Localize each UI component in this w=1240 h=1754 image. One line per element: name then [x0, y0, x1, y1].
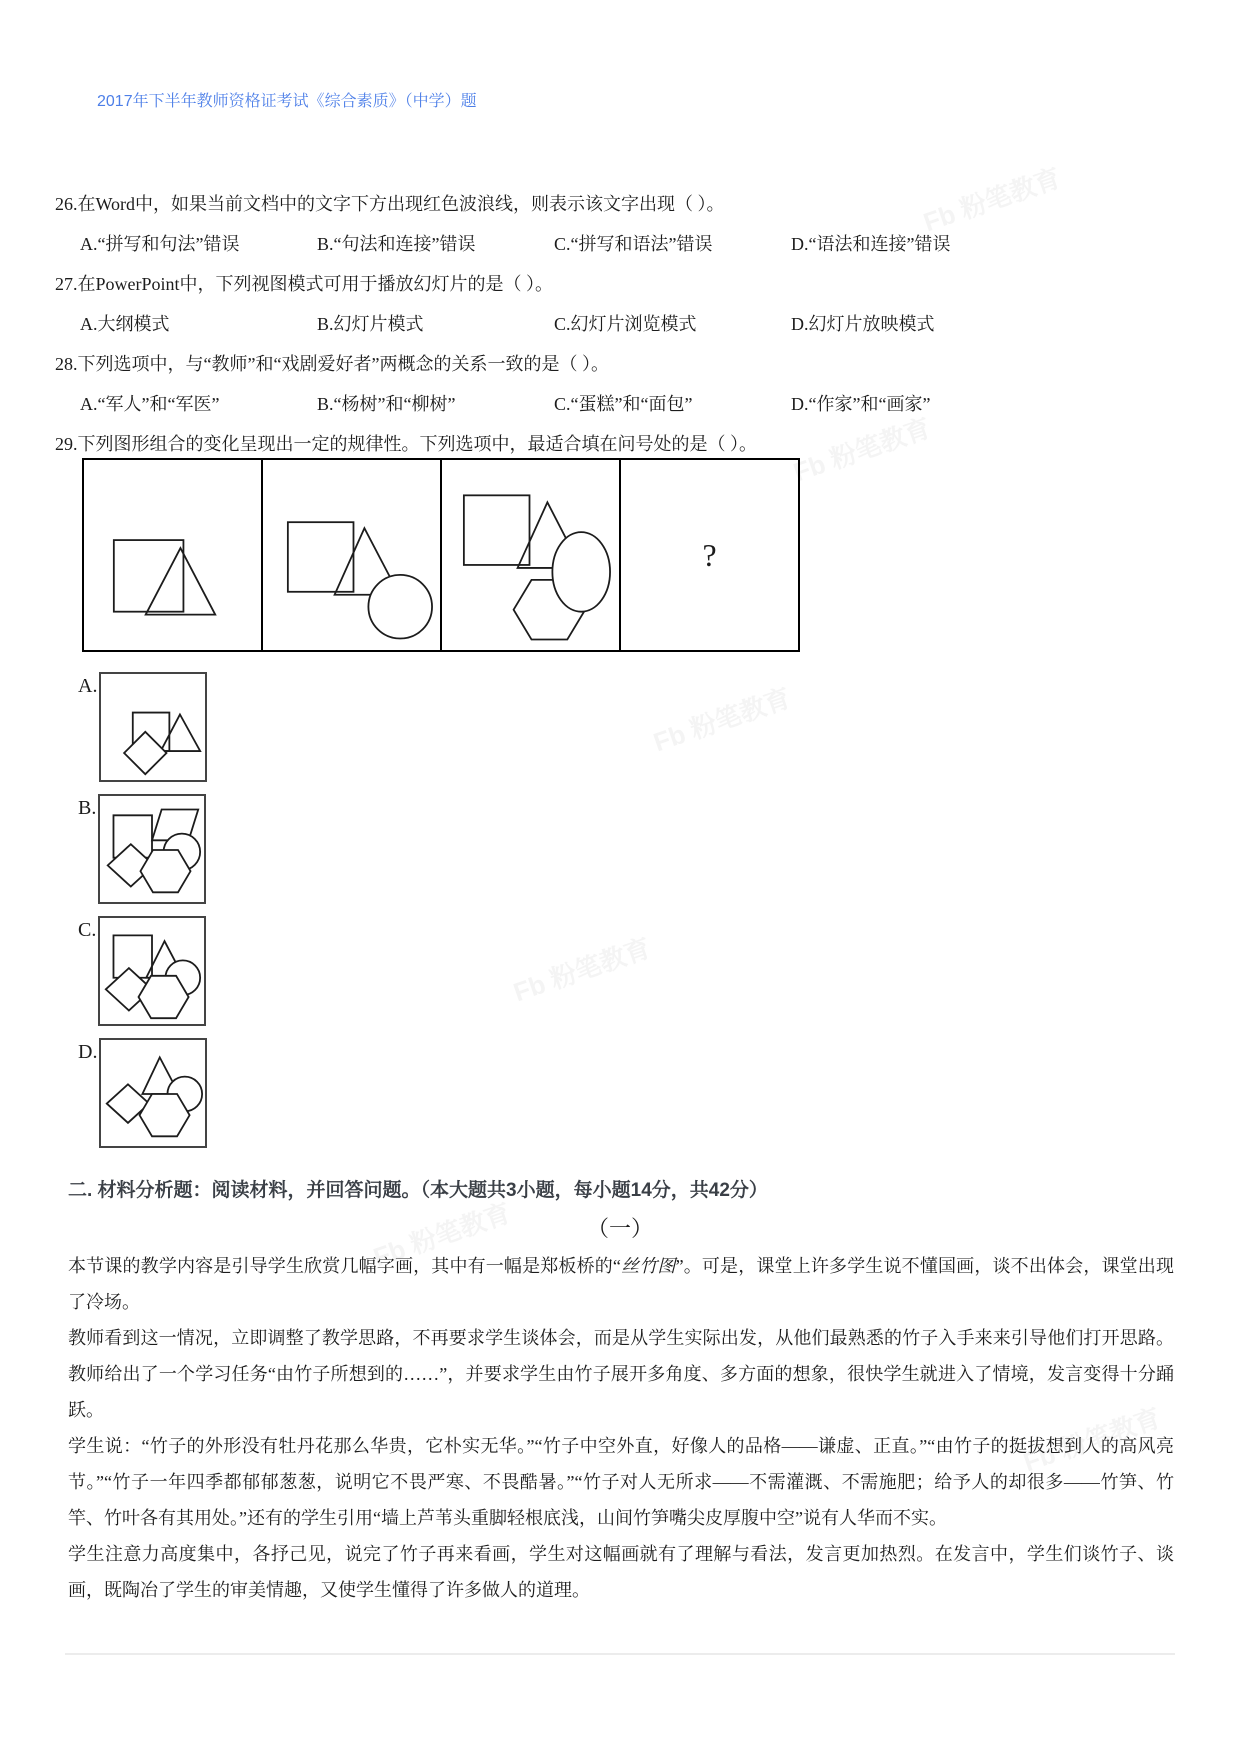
question-29-stem: 29.下列图形组合的变化呈现出一定的规律性。下列选项中，最适合填在问号处的是（ ）。	[55, 434, 757, 454]
option-b: B.“句法和连接”错误	[317, 234, 476, 254]
figure-panel-question	[621, 460, 798, 650]
triangle-shape	[161, 714, 200, 751]
image-option-a	[78, 672, 207, 782]
option-d: D.“语法和连接”错误	[791, 234, 951, 254]
option-a: A.“军人”和“军医”	[80, 394, 220, 414]
option-b-figure	[98, 794, 206, 904]
option-b: B.“杨树”和“柳树”	[317, 394, 456, 414]
watermark: Fb 粉笔教育	[919, 162, 1065, 238]
option-d: D.“作家”和“画家”	[791, 394, 931, 414]
figure-panel-1	[84, 460, 263, 650]
material-paragraph: 教师看到这一情况，立即调整了教学思路，不再要求学生谈体会，而是从学生实际出发，从他们最熟悉的竹子入手来来引导他们打开思路。教师给出了一个学习任务“由竹子所想到的……”，并要求学生由竹子展开多角度、多方面的想象，很快学生就进入了情境，发言变得十分踊跃。	[68, 1328, 1174, 1420]
option-c: C.“拼写和语法”错误	[554, 234, 713, 254]
material-text	[68, 1248, 1174, 1608]
image-option-c	[78, 916, 207, 1026]
option-a: A.“拼写和句法”错误	[80, 234, 240, 254]
page-title: 2017年下半年教师资格证考试《综合素质》（中学）题	[97, 93, 477, 110]
square-shape	[114, 540, 184, 612]
watermark: Fb 粉笔教育	[789, 412, 935, 488]
square-shape	[288, 522, 354, 592]
figure-panel-3	[442, 460, 621, 650]
square-shape	[464, 495, 530, 565]
watermark: Fb 粉笔教育	[509, 932, 655, 1008]
option-d-figure	[99, 1038, 207, 1148]
option-a-figure	[99, 672, 207, 782]
figure-panel-2	[263, 460, 442, 650]
circle-shape	[368, 575, 432, 639]
material-paragraph	[68, 1248, 1174, 1320]
option-c: C.“蛋糕”和“面包”	[554, 394, 693, 414]
watermark: Fb 粉笔教育	[369, 1197, 515, 1273]
option-label: D.	[78, 1041, 98, 1063]
question-29-figure	[82, 458, 800, 652]
option-label: C.	[78, 919, 97, 941]
option-a: A.大纲模式	[80, 314, 170, 334]
divider	[65, 1653, 1175, 1655]
option-c-figure	[98, 916, 206, 1026]
paragraph-text: 本节课的教学内容是引导学生欣赏几幅字画，其中有一幅是郑板桥的“	[68, 1256, 621, 1276]
question-mark: ?	[702, 537, 717, 573]
image-option-d	[78, 1038, 207, 1148]
section-heading: 二. 材料分析题：阅读材料，并回答问题。（本大题共3小题，每小题14分，共42分）	[68, 1180, 768, 1201]
material-paragraph: 学生说：“竹子的外形没有牡丹花那么华贵，它朴实无华。”“竹子中空外直，好像人的品格——谦虚、正直。”“由竹子的挺拔想到人的高风亮节。”“竹子一年四季都郁郁葱葱，说明它不畏严寒、不畏酷暑。”“竹子对人无所求——不需灌溉、不需施肥；给予人的却很多——竹笋、竹竿、竹叶各有其用处。”还有的学生引用“墙上芦苇头重脚轻根底浅，山间竹笋嘴尖皮厚腹中空”说有人华而不实。	[68, 1436, 1174, 1528]
option-label: B.	[78, 797, 97, 819]
material-paragraph: 学生注意力高度集中，各抒己见，说完了竹子再来看画，学生对这幅画就有了理解与看法，发言更加热烈。在发言中，学生们谈竹子、谈画，既陶冶了学生的审美情趣，又使学生懂得了许多做人的道理。	[68, 1544, 1174, 1600]
option-c: C.幻灯片浏览模式	[554, 314, 697, 334]
question-28-stem: 28.下列选项中，与“教师”和“戏剧爱好者”两概念的关系一致的是（ ）。	[55, 354, 609, 374]
option-d: D.幻灯片放映模式	[791, 314, 935, 334]
image-option-b	[78, 794, 207, 904]
question-27-options	[55, 304, 1205, 344]
paragraph-text: ”。可是，课堂上许多学生说不懂国画，谈不出体会，课堂出现了冷场。	[68, 1256, 1174, 1312]
watermark: Fb 粉笔教育	[1019, 1402, 1165, 1478]
watermark: Fb 粉笔教育	[649, 682, 795, 758]
triangle-shape	[146, 548, 216, 615]
question-27-stem: 27.在PowerPoint中，下列视图模式可用于播放幻灯片的是（ ）。	[55, 274, 554, 294]
artwork-title: 丝竹图	[620, 1256, 676, 1276]
ellipse-shape	[552, 532, 610, 612]
option-label: A.	[78, 675, 98, 697]
question-26-options	[55, 224, 1205, 264]
question-28-options	[55, 384, 1205, 424]
question-26-stem: 26.在Word中，如果当前文档中的文字下方出现红色波浪线，则表示该文字出现（ ）。	[55, 194, 725, 214]
question-list	[55, 184, 1205, 464]
material-number: （一）	[586, 1216, 653, 1241]
diamond-shape	[125, 732, 167, 774]
option-b: B.幻灯片模式	[317, 314, 424, 334]
question-29-image-options	[78, 672, 207, 1160]
